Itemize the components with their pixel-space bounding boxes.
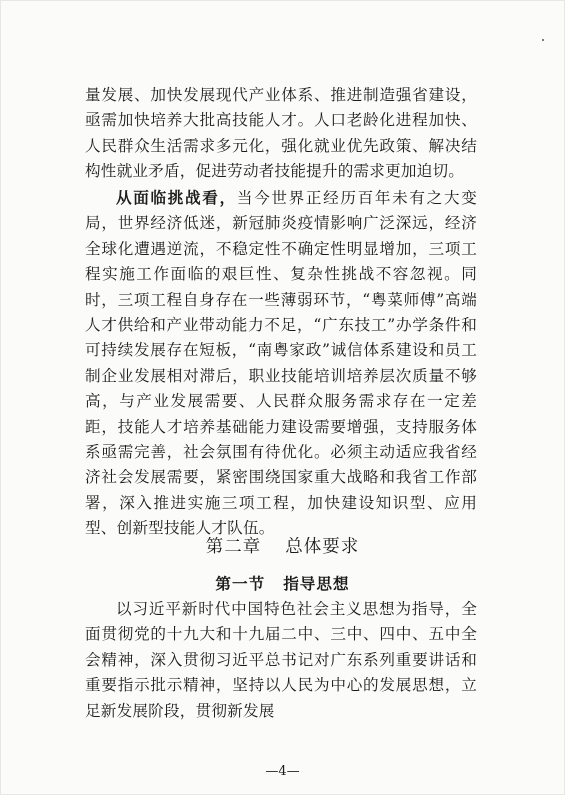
- page-number: —4—: [265, 764, 300, 779]
- chapter-title: 总体要求: [285, 537, 360, 557]
- chapter-heading: [0, 533, 565, 558]
- paragraph-1: 量发展、加快发展现代产业体系、推进制造强省建设，亟需加快培养大批高技能人才。人口老龄化进程加快、人民群众生活需求多元化，强化就业优先政策、解决结构性就业矛盾，促进劳动者技能提升的需求更加迫切。: [85, 86, 477, 181]
- paragraph-2-body: 当今世界正经历百年未有之大变局，世界经济低迷，新冠肺炎疫情影响广泛深远，经济全球化遭遇逆流，不稳定性不确定性明显增加，三项工程实施工作面临的艰巨性、复杂性挑战不容忽视。同时，三项工程自身存在一些薄弱环节，“粤菜师傅”高端人才供给和产业带动能力不足，“广东技工”办学条件和可持续发展存在短板，“南粤家政”诚信体系建设和员工制企业发展相对滞后，职业技能培训培养层次质量不够高，与产业发展需要、人民群众服务需求存在一定差距，技能人才培养基础能力建设需要增强，支持服务体系亟需完善，社会氛围有待优化。必须主动适应我省经济社会发展需要，紧密围绕国家重大战略和我省工作部署，深入推进实施三项工程，加快建设知识型、应用型、创新型技能人才队伍。: [85, 189, 477, 538]
- section-heading: [0, 572, 565, 594]
- paragraph-3: 以习近平新时代中国特色社会主义思想为指导，全面贯彻党的十九大和十九届二中、三中、四中、五中全会精神，深入贯彻习近平总书记对广东系列重要讲话和重要指示批示精神，坚持以人民为中心的发展思想，立足新发展阶段，贯彻新发展: [85, 600, 477, 720]
- paragraph-2-lead: 从面临挑战看，: [116, 188, 237, 207]
- chapter-number: 第二章: [205, 537, 262, 557]
- paragraph-2: [85, 185, 477, 542]
- scan-speck: [542, 39, 544, 41]
- section-title: 指导思想: [283, 574, 350, 593]
- section-number: 第一节: [215, 574, 266, 593]
